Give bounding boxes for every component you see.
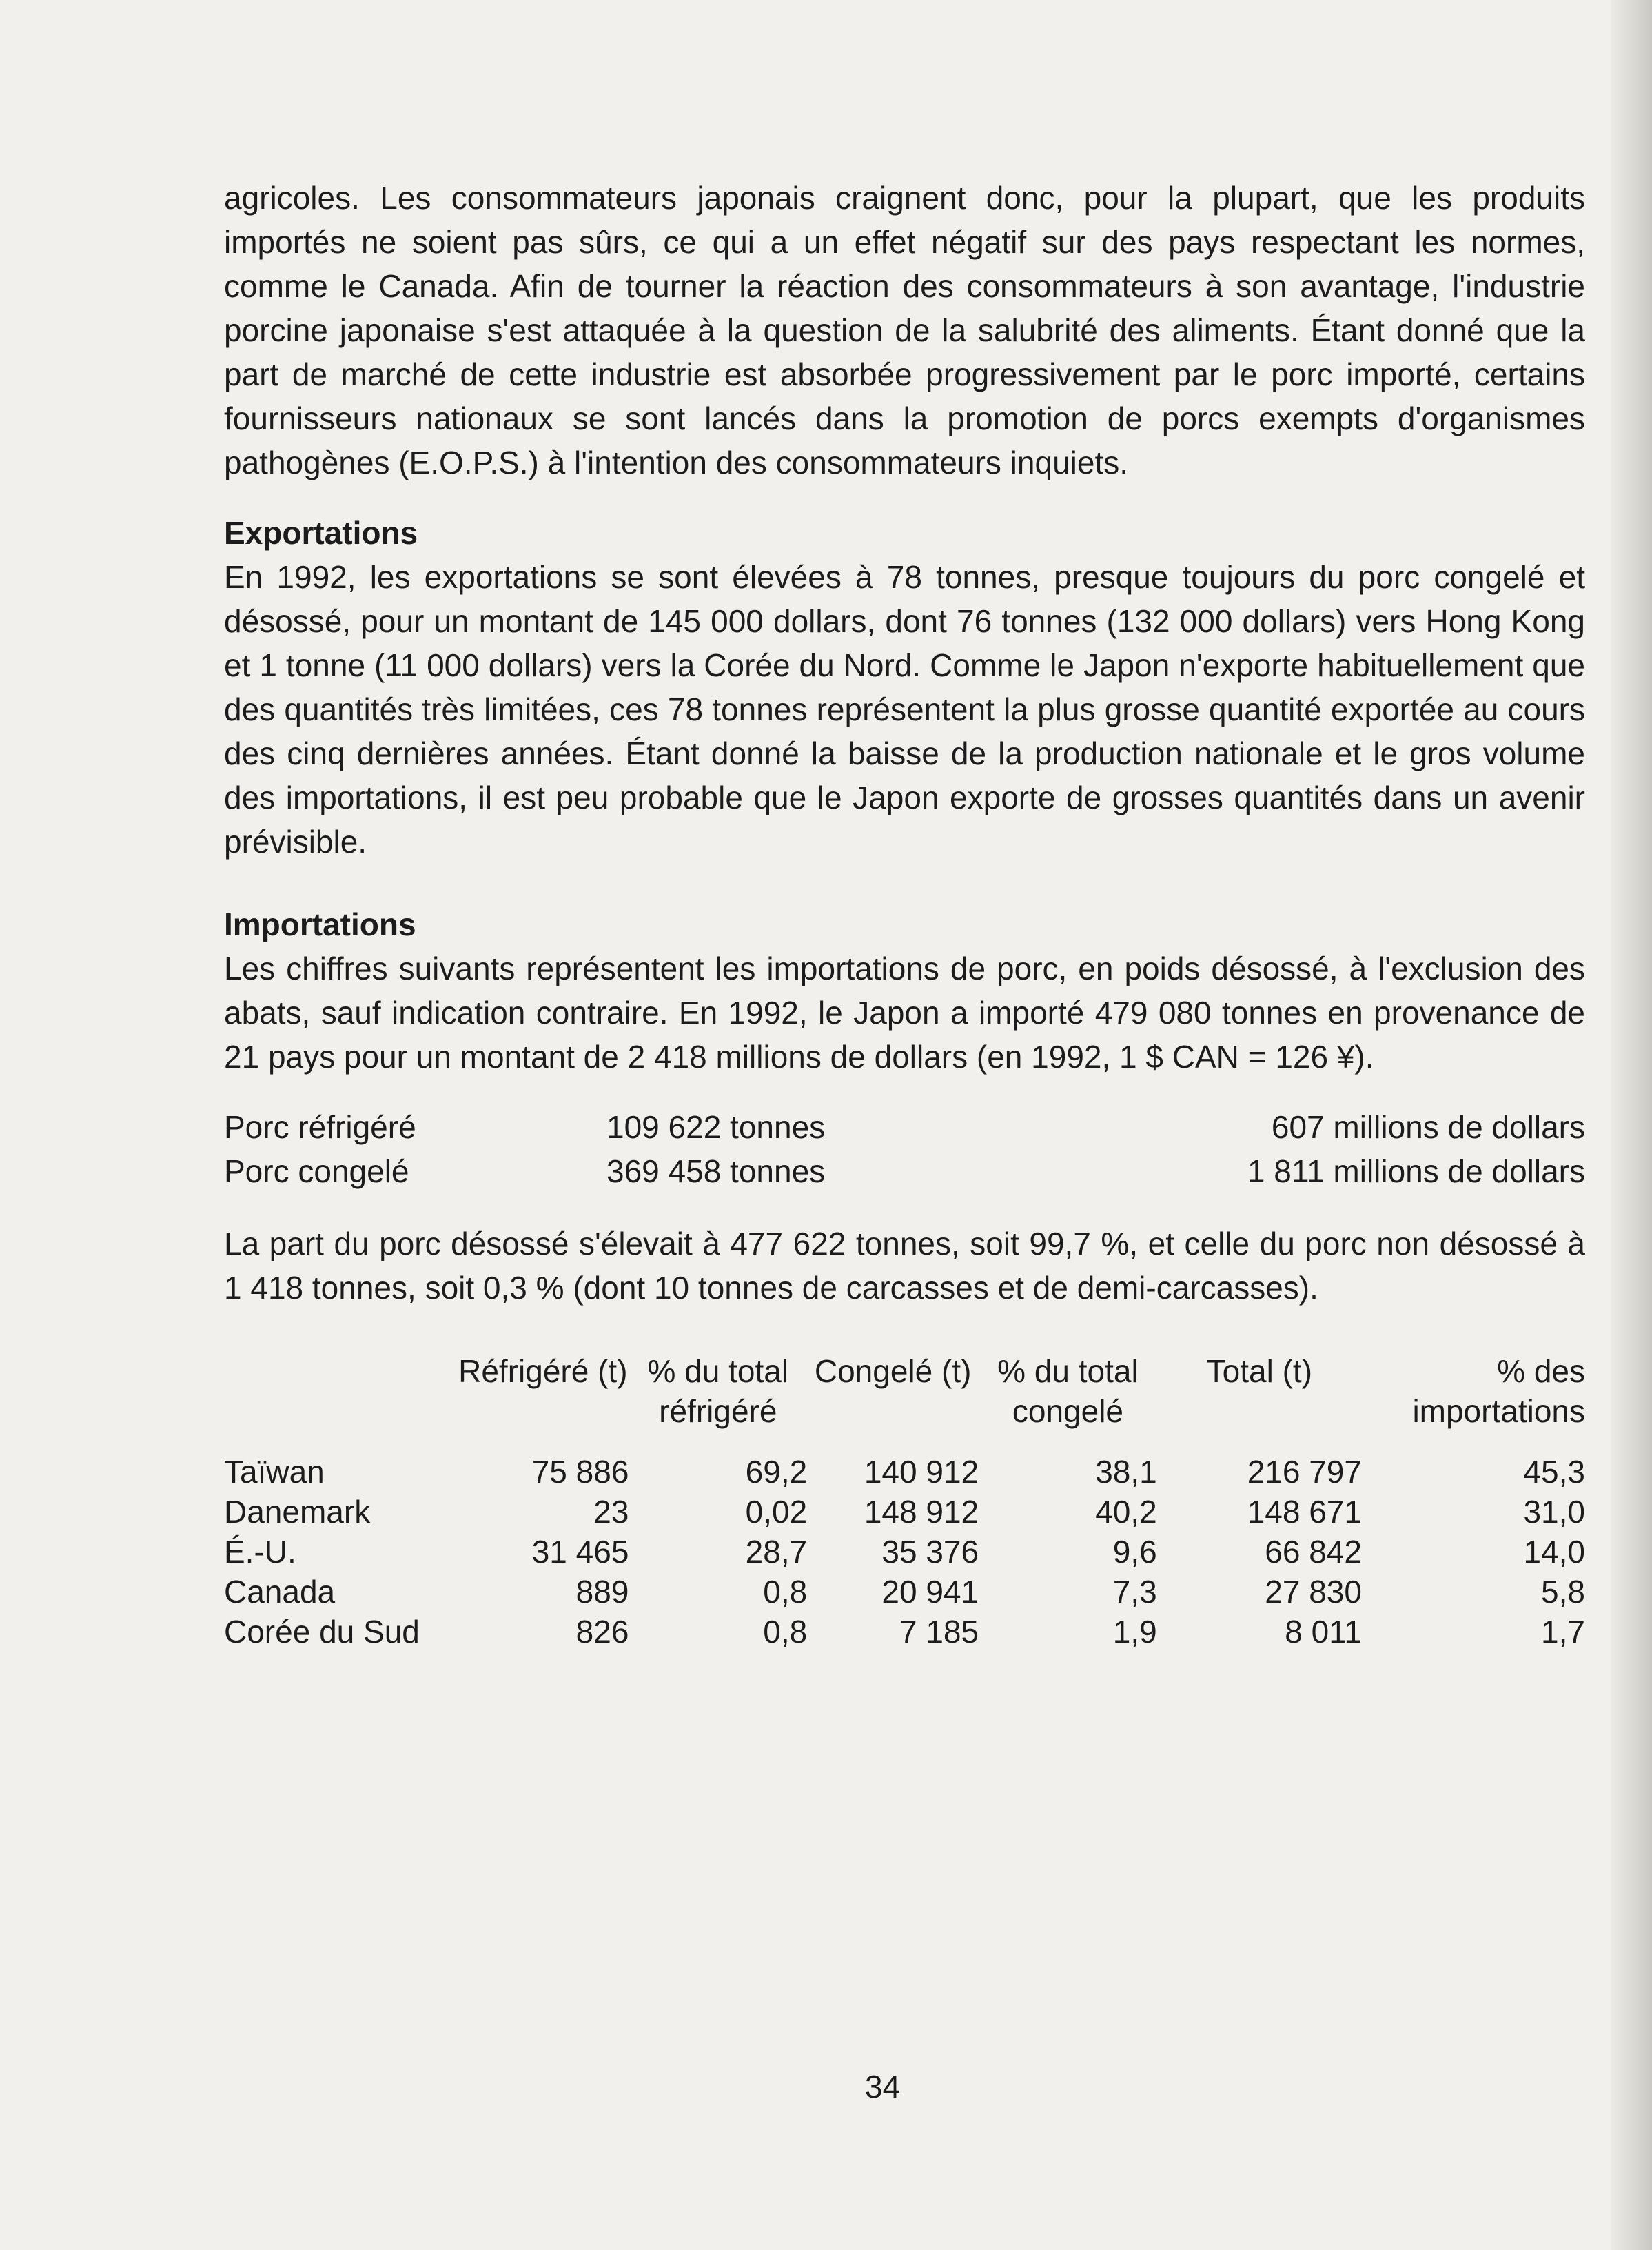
cell-refrigere: 75 886 [531, 1454, 629, 1490]
cell-total: 148 671 [1247, 1494, 1362, 1530]
cell-country: Corée du Sud [224, 1614, 420, 1650]
summary-tonnes: 369 458 tonnes [606, 1153, 826, 1189]
cell-country: Danemark [224, 1494, 371, 1530]
header-total: Total (t) [1206, 1353, 1313, 1389]
table-row [224, 1492, 1585, 1532]
importations-heading: Importations [224, 906, 416, 942]
header-congele: Congelé (t) [814, 1353, 972, 1389]
cell-refrigere: 23 [593, 1494, 629, 1530]
header-refrigere: Réfrigéré (t) [458, 1353, 628, 1389]
header-pct-importations: % des importations [1412, 1353, 1585, 1429]
cell-refrigere: 889 [575, 1574, 629, 1610]
header-pct-refrigere: % du total réfrigéré [647, 1353, 789, 1429]
header-country [224, 1351, 457, 1452]
summary-label: Porc congelé [224, 1153, 409, 1189]
importations-paragraph: Les chiffres suivants représentent les importations de porc, en poids désossé, à l'exclusion des abats, sauf indication contraire. En 1992, le Japon a importé 479 080 tonnes en provenance de 21 pays pour un montant de 2 418 millions de dollars (en 1992, 1 $ CAN = 126 ¥). [224, 951, 1585, 1075]
cell-pct-congele: 38,1 [1095, 1454, 1157, 1490]
cell-country: Canada [224, 1574, 336, 1610]
cell-pct-congele: 7,3 [1112, 1574, 1157, 1610]
cell-pct-importations: 5,8 [1541, 1574, 1585, 1610]
imports-table [224, 1351, 1585, 1652]
cell-pct-congele: 40,2 [1095, 1494, 1157, 1530]
table-row [224, 1612, 1585, 1652]
cell-pct-refrigere: 0,8 [763, 1574, 808, 1610]
cell-pct-congele: 9,6 [1112, 1534, 1157, 1570]
cell-refrigere: 826 [575, 1614, 629, 1650]
cell-country: É.-U. [224, 1534, 296, 1570]
summary-value: 1 811 millions de dollars [1247, 1153, 1585, 1189]
cell-congele: 140 912 [864, 1454, 979, 1490]
cell-total: 216 797 [1247, 1454, 1362, 1490]
summary-value: 607 millions de dollars [1271, 1109, 1585, 1145]
cell-pct-refrigere: 0,02 [745, 1494, 808, 1530]
cell-pct-importations: 45,3 [1523, 1454, 1585, 1490]
cell-congele: 35 376 [881, 1534, 979, 1570]
cell-total: 8 011 [1285, 1614, 1362, 1650]
summary-row [224, 1105, 1585, 1149]
page-number: 34 [865, 2069, 901, 2105]
exportations-heading: Exportations [224, 515, 418, 551]
table-header-row [224, 1351, 1585, 1452]
header-pct-congele: % du total congelé [997, 1353, 1139, 1429]
cell-refrigere: 31 465 [531, 1534, 629, 1570]
table-row [224, 1572, 1585, 1612]
importations-paragraph-2: La part du porc désossé s'élevait à 477 622 tonnes, soit 99,7 %, et celle du porc non désossé à 1 418 tonnes, soit 0,3 % (dont 10 tonnes de carcasses et de demi-carcasses). [224, 1226, 1585, 1306]
summary-label: Porc réfrigéré [224, 1109, 416, 1145]
cell-pct-refrigere: 0,8 [763, 1614, 808, 1650]
cell-pct-importations: 31,0 [1523, 1494, 1585, 1530]
table-row [224, 1532, 1585, 1572]
summary-tonnes: 109 622 tonnes [606, 1109, 826, 1145]
page-edge-shadow [1611, 0, 1652, 2250]
cell-total: 27 830 [1265, 1574, 1362, 1610]
summary-row [224, 1149, 1585, 1193]
cell-congele: 20 941 [881, 1574, 979, 1610]
cell-total: 66 842 [1265, 1534, 1362, 1570]
table-row [224, 1452, 1585, 1492]
cell-congele: 7 185 [899, 1614, 979, 1650]
cell-country: Taïwan [224, 1454, 325, 1490]
cell-pct-congele: 1,9 [1112, 1614, 1157, 1650]
cell-pct-importations: 14,0 [1523, 1534, 1585, 1570]
exportations-paragraph: En 1992, les exportations se sont élevées à 78 tonnes, presque toujours du porc congelé et désossé, pour un montant de 145 000 dollars, dont 76 tonnes (132 000 dollars) vers Hong Kong et 1 tonne (11 000 dollars) vers la Corée du Nord. Comme le Japon n'exporte habituellement que des quantités très limitées, ces 78 tonnes représentent la plus grosse quantité exportée au cours des cinq dernières années. Étant donné la baisse de la production nationale et le gros volume des importations, il est peu probable que le Japon exporte de grosses quantités dans un avenir prévisible. [224, 559, 1585, 860]
intro-paragraph: agricoles. Les consommateurs japonais craignent donc, pour la plupart, que les produits importés ne soient pas sûrs, ce qui a un effet négatif sur des pays respectant les normes, comme le Canada. Afin de tourner la réaction des consommateurs à son avantage, l'industrie porcine japonaise s'est attaquée à la question de la salubrité des aliments. Étant donné que la part de marché de cette industrie est absorbée progressivement par le porc importé, certains fournisseurs nationaux se sont lancés dans la promotion de porcs exempts d'organismes pathogènes (E.O.P.S.) à l'intention des consommateurs inquiets. [224, 180, 1585, 480]
cell-congele: 148 912 [864, 1494, 979, 1530]
cell-pct-importations: 1,7 [1541, 1614, 1585, 1650]
document-body [224, 176, 1585, 1652]
cell-pct-refrigere: 69,2 [745, 1454, 808, 1490]
cell-pct-refrigere: 28,7 [745, 1534, 808, 1570]
import-summary [224, 1105, 1585, 1205]
